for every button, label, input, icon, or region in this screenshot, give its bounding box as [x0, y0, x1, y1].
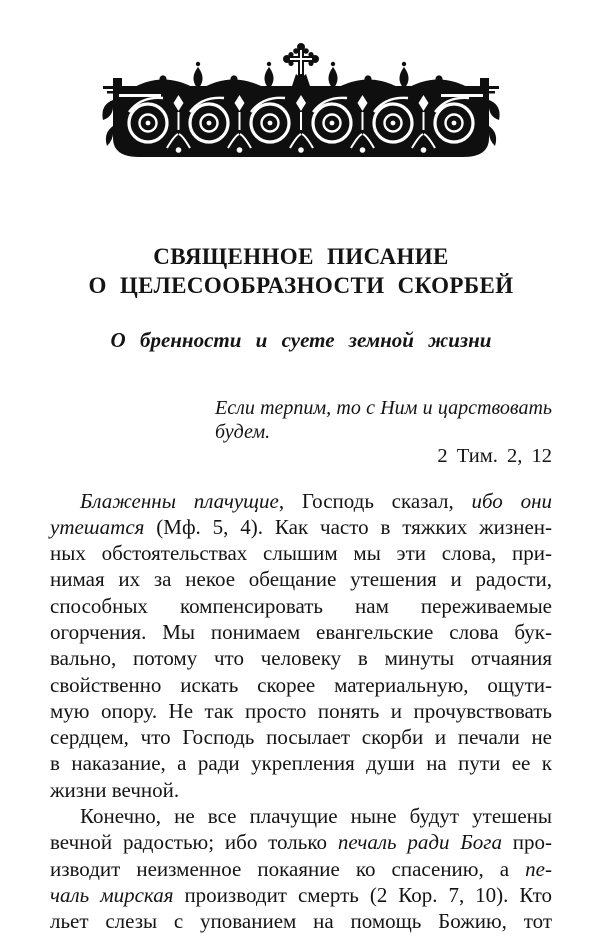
body-text [50, 488, 552, 935]
page-title-line2: О ЦЕЛЕСООБРАЗНОСТИ СКОРБЕЙ [88, 272, 514, 298]
epigraph-line2: будем. [215, 420, 271, 443]
text-line: в наказание, а ради укрепления души на пути ее к [50, 751, 552, 776]
section-subtitle: О бренности и суете земной жизни [110, 328, 492, 352]
text-line: вально, потому что человеку в минуты отчаяния [50, 646, 552, 671]
text-line: жизни вечной. [50, 777, 180, 802]
text-line: огорчения. Мы понимаем евангельские слова бук- [50, 619, 552, 644]
text-line: Конечно, не все плачущие ныне будут утешены [80, 804, 552, 829]
text-line: способных компенсировать нам переживаемые [50, 593, 552, 618]
text-line: свойственно искать скорее материальную, ощути- [50, 672, 552, 697]
text-line: Блаженны плачущие, Господь сказал, ибо они [80, 488, 552, 513]
text-line: мую опору. Не так просто понять и прочувствовать [50, 698, 552, 723]
epigraph [215, 397, 552, 469]
epigraph-line1: Если терпим, то с Ним и царствовать [215, 397, 552, 419]
text-line: изводит неизменное покаяние ко спасению, а пе- [50, 856, 552, 881]
text-line: вечной радостью; ибо только печаль ради Бога про- [50, 830, 553, 855]
text-line: ных обстоятельствах слышим мы эти слова, при- [50, 541, 552, 566]
text-line: нимая их за некое обещание утешения и радости, [50, 567, 552, 592]
headpiece-ornament [101, 40, 501, 164]
text-line: льет слезы с упованием на помощь Божию, тот [50, 909, 552, 934]
text-line: утешатся (Мф. 5, 4). Как часто в тяжких жизнен- [50, 514, 552, 539]
page-title-line1: СВЯЩЕННОЕ ПИСАНИЕ [153, 244, 449, 269]
page-title [50, 243, 552, 300]
epigraph-source: 2 Тим. 2, 12 [437, 445, 552, 467]
text-line: сердцем, что Господь посылает скорби и печали не [50, 725, 552, 750]
text-line: чаль мирская производит смерть (2 Кор. 7, 10). Кто [50, 882, 552, 907]
